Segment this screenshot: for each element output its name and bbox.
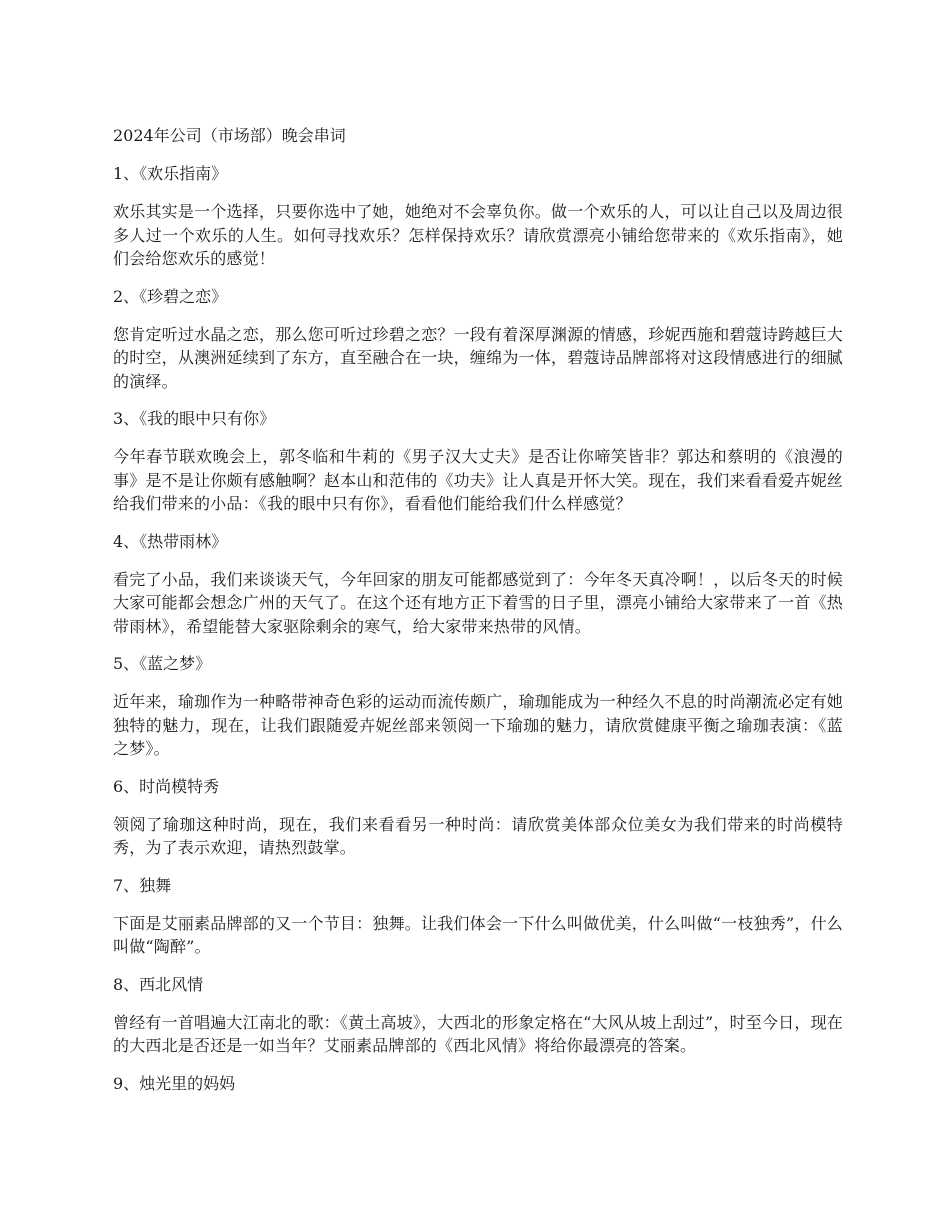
section-9 xyxy=(113,1072,843,1096)
section-paragraph: 领阅了瑜珈这种时尚，现在，我们来看看另一种时尚：请欣赏美体部众位美女为我们带来的时尚模特秀，为了表示欢迎，请热烈鼓掌。 xyxy=(113,814,843,857)
section-1 xyxy=(113,162,843,271)
section-7 xyxy=(113,874,843,959)
section-8 xyxy=(113,973,843,1058)
section-paragraph: 您肯定听过水晶之恋，那么您可听过珍碧之恋？一段有着深厚渊源的情感，珍妮西施和碧蔻诗跨越巨大的时空，从澳洲延续到了东方，直至融合在一块，缠绵为一体，碧蔻诗品牌部将对这段情感进行的细腻的演绎。 xyxy=(113,324,843,391)
document-title: 2024年公司（市场部）晚会串词 xyxy=(113,126,346,145)
section-2 xyxy=(113,285,843,394)
section-5 xyxy=(113,652,843,761)
section-heading: 9、烛光里的妈妈 xyxy=(113,1073,236,1093)
section-heading: 4、《热带雨林》 xyxy=(113,531,228,551)
section-heading: 1、《欢乐指南》 xyxy=(113,164,228,183)
section-paragraph: 看完了小品，我们来谈谈天气，今年回家的朋友可能都感觉到了：今年冬天真冷啊！，以后冬天的时候大家可能都会想念广州的天气了。在这个还有地方正下着雪的日子里，漂亮小铺给大家带来了一首《热带雨林》，希望能替大家驱除剩余的寒气，给大家带来热带的风情。 xyxy=(113,569,843,636)
section-heading: 7、独舞 xyxy=(113,875,172,895)
section-paragraph: 欢乐其实是一个选择，只要你选中了她，她绝对不会辜负你。做一个欢乐的人，可以让自己以及周边很多人过一个欢乐的人生。如何寻找欢乐？怎样保持欢乐？请欣赏漂亮小铺给您带来的《欢乐指南》，她们会给您欢乐的感觉！ xyxy=(113,202,843,268)
document-page xyxy=(113,124,843,1110)
section-4 xyxy=(113,530,843,639)
section-paragraph: 今年春节联欢晚会上，郭冬临和牛莉的《男子汉大丈夫》是否让你啼笑皆非？郭达和蔡明的《浪漫的事》是不是让你颇有感触啊？赵本山和范伟的《功夫》让人真是开怀大笑。现在，我们来看看爱卉妮丝给我们带来的小品：《我的眼中只有你》，看看他们能给我们什么样感觉？ xyxy=(113,447,843,513)
section-heading: 3、《我的眼中只有你》 xyxy=(113,409,276,428)
section-heading: 6、时尚模特秀 xyxy=(113,776,220,796)
section-heading: 2、《珍碧之恋》 xyxy=(113,286,228,306)
section-6 xyxy=(113,775,843,860)
section-heading: 5、《蓝之梦》 xyxy=(113,654,212,673)
section-paragraph: 下面是艾丽素品牌部的又一个节目：独舞。让我们体会一下什么叫做优美，什么叫做“一枝独秀”，什么叫做“陶醉”。 xyxy=(113,913,843,956)
section-paragraph: 曾经有一首唱遍大江南北的歌：《黄土高坡》，大西北的形象定格在“大风从坡上刮过”，时至今日，现在的大西北是否还是一如当年？艾丽素品牌部的《西北风情》将给你最漂亮的答案。 xyxy=(113,1012,843,1055)
section-paragraph: 近年来，瑜珈作为一种略带神奇色彩的运动而流传颇广，瑜珈能成为一种经久不息的时尚潮流必定有她独特的魅力，现在，让我们跟随爱卉妮丝部来领阅一下瑜珈的魅力，请欣赏健康平衡之瑜珈表演：《蓝之梦》。 xyxy=(113,692,843,758)
section-3 xyxy=(113,407,843,516)
section-heading: 8、西北风情 xyxy=(113,974,204,994)
